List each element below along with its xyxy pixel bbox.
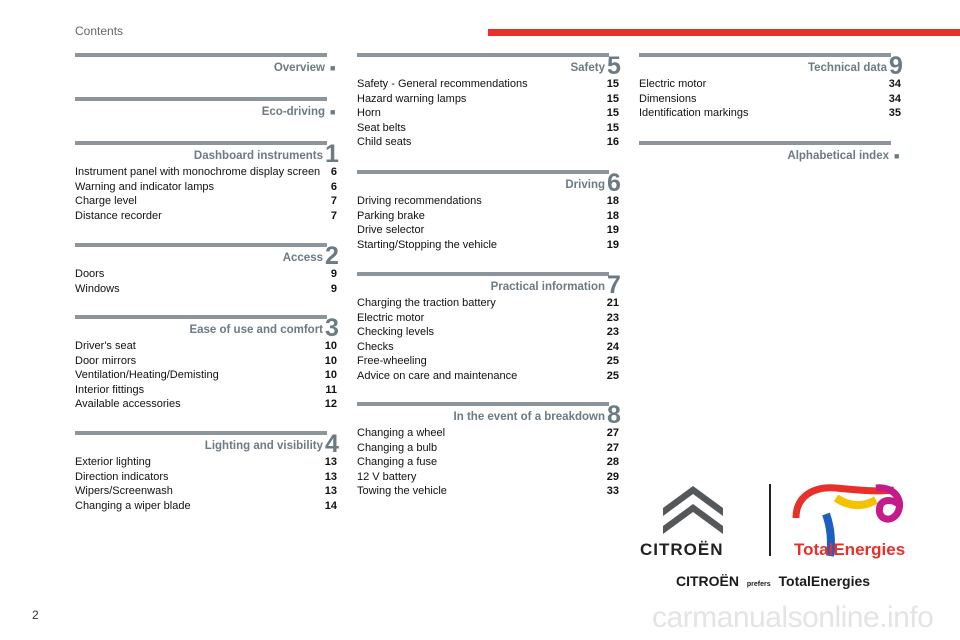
toc-entry-label: Free-wheeling [357,355,427,367]
section-title: Technical data [807,62,887,74]
watermark: carmanualsonline.info [652,601,934,634]
toc-entry[interactable] [357,223,619,238]
toc-entry[interactable] [357,135,619,150]
section-heading [75,140,339,168]
toc-entry[interactable] [357,209,619,224]
toc-entry-page: 16 [606,136,619,148]
toc-entry-label: Changing a fuse [357,456,438,468]
toc-entry-label: Towing the vehicle [357,485,447,497]
toc-entry-label: Charging the traction battery [357,297,496,309]
toc-entry[interactable] [357,194,619,209]
toc-entry-page: 10 [324,354,337,367]
toc-section [357,170,619,252]
toc-entry-label: Driver's seat [75,340,136,352]
section-number: 9 [889,52,903,80]
toc-section [639,141,901,165]
section-title: Ease of use and comfort [189,324,323,336]
toc-entry[interactable] [639,92,901,107]
toc-entry-page: 25 [606,355,619,367]
toc-entry[interactable] [357,121,619,136]
toc-entry-page: 33 [606,485,619,497]
citroen-logo-text: CITROËN [640,540,724,559]
toc-entry[interactable] [75,397,337,412]
toc-section [75,315,337,412]
toc-entry-page: 15 [606,107,619,119]
section-heading [357,52,621,80]
toc-entry[interactable] [75,194,337,209]
toc-entry-label: Parking brake [357,209,425,222]
toc-entry-page: 9 [330,268,337,280]
section-heading [357,271,621,299]
toc-entry[interactable] [357,455,619,470]
toc-entry-label: Changing a bulb [357,441,438,454]
section-number: 3 [325,314,339,342]
toc-entry[interactable] [75,499,337,514]
section-number: 6 [607,169,621,197]
toc-entry[interactable] [75,383,337,398]
toc-entry-page: 13 [324,470,337,483]
page-number: 2 [32,608,39,622]
section-number: 1 [325,140,339,168]
toc-entry-page: 19 [606,238,619,251]
toc-entry[interactable] [75,368,337,383]
toc-entry-label: Warning and indicator lamps [75,180,214,193]
toc-entry-page: 10 [324,340,337,352]
toc-entry-page: 15 [606,78,619,90]
toc-section [357,272,619,383]
toc-entry-page: 11 [325,383,337,396]
tagline-partner: TotalEnergies [778,573,871,589]
toc-entry[interactable] [75,484,337,499]
toc-entry-label: Identification markings [639,107,749,119]
toc-entry[interactable] [357,484,619,499]
toc-entry[interactable] [75,267,337,282]
toc-section [75,53,337,77]
tagline-brand: CITROËN [676,573,739,589]
toc-section [75,97,337,121]
toc-entry-label: Changing a wheel [357,427,446,439]
toc-entry-label: Electric motor [639,78,707,90]
section-number: 7 [607,271,621,299]
section-number: 2 [325,242,339,270]
section-number: 8 [607,401,621,429]
toc-entry-page: 21 [606,297,619,309]
toc-entry-page: 7 [330,195,337,207]
toc-section [357,402,619,499]
toc-entry-label: Changing a wiper blade [75,499,191,512]
toc-entry-page: 7 [330,209,337,222]
section-heading [639,52,903,80]
toc-entry-label: Driving recommendations [357,195,482,207]
section-title: Overview [273,62,325,74]
toc-entry-page: 24 [606,340,619,353]
toc-entry-page: 23 [606,311,619,324]
totalenergies-logo-text: TotalEnergies [794,540,906,559]
toc-entry-label: Horn [357,107,381,119]
toc-entry-label: Safety - General recommendations [357,78,528,90]
section-heading [75,430,339,458]
toc-entry[interactable] [357,92,619,107]
toc-entry-label: Dimensions [639,92,697,105]
toc-entry-page: 25 [606,369,619,382]
toc-entry[interactable] [357,238,619,253]
toc-entry[interactable] [75,470,337,485]
section-heading [75,55,337,77]
section-title: Eco-driving [261,106,325,118]
toc-entry[interactable] [357,369,619,384]
toc-entry-page: 18 [606,209,619,222]
toc-entry-page: 19 [606,224,619,236]
toc-entry-label: Exterior lighting [75,456,151,468]
toc-entry[interactable] [357,426,619,441]
toc-entry-label: Seat belts [357,121,406,134]
toc-entry[interactable] [75,455,337,470]
toc-entry[interactable] [75,165,337,180]
section-heading [357,169,621,197]
toc-section [75,431,337,513]
section-title: In the event of a breakdown [453,411,605,423]
toc-entry-page: 34 [888,78,901,90]
toc-entry-label: Windows [75,282,120,295]
section-title: Practical information [490,281,605,293]
section-heading [357,401,621,429]
toc-entry-label: Interior fittings [75,383,145,396]
toc-entry[interactable] [357,106,619,121]
toc-entry-label: Instrument panel with monochrome display screen [75,166,321,178]
toc-entry[interactable] [357,296,619,311]
toc-entry-page: 29 [606,470,619,483]
toc-entry-page: 6 [330,180,337,193]
toc-entry-page: 23 [606,326,619,338]
section-square-icon: ■ [330,107,336,117]
toc-entry-label: Electric motor [357,311,425,324]
toc-entry-label: Starting/Stopping the vehicle [357,238,498,251]
toc-entry-label: Wipers/Screenwash [75,485,173,497]
toc-entry-page: 27 [606,441,619,454]
section-square-icon: ■ [330,63,336,73]
tagline-prefers: prefers [746,581,771,588]
toc-entry-page: 13 [324,485,337,497]
header-accent-bar [488,29,960,36]
toc-entry-page: 6 [330,166,337,178]
toc-entry-label: Door mirrors [75,354,137,367]
toc-entry[interactable] [357,354,619,369]
toc-entry-label: Distance recorder [75,209,162,222]
section-title: Lighting and visibility [204,440,323,452]
toc-entry[interactable] [75,354,337,369]
page-header-title: Contents [75,24,124,38]
toc-entry-label: Child seats [357,136,412,148]
toc-entry-page: 18 [606,195,619,207]
section-number: 4 [325,430,339,458]
toc-entry-page: 15 [606,121,619,134]
toc-entry-page: 10 [324,369,337,381]
toc-entry-page: 34 [888,92,901,105]
toc-entry[interactable] [357,325,619,340]
toc-entry-label: Doors [75,268,105,280]
toc-entry-label: Checking levels [357,326,435,338]
toc-entry-page: 14 [324,499,337,512]
section-title: Alphabetical index [787,150,889,162]
toc-entry-page: 13 [324,456,337,468]
section-heading [639,143,901,165]
section-number: 5 [607,52,621,80]
toc-entry-page: 28 [606,456,619,468]
toc-entry-label: Hazard warning lamps [357,92,467,105]
section-heading [75,99,337,121]
toc-entry-page: 27 [606,427,619,439]
section-heading [75,314,339,342]
section-title: Access [282,252,323,264]
toc-entry-label: Advice on care and maintenance [357,369,518,382]
toc-entry[interactable] [639,77,901,92]
toc-entry-label: 12 V battery [357,470,417,483]
toc-entry[interactable] [357,441,619,456]
toc-entry-label: Available accessories [75,398,181,410]
toc-entry-page: 12 [324,398,337,410]
toc-entry-label: Checks [357,340,394,353]
toc-entry[interactable] [357,340,619,355]
toc-entry[interactable] [75,180,337,195]
toc-entry-label: Direction indicators [75,470,169,483]
toc-entry-page: 15 [606,92,619,105]
toc-entry[interactable] [75,282,337,297]
toc-entry-page: 9 [330,282,337,295]
toc-entry[interactable] [639,106,901,121]
toc-section [75,141,337,223]
toc-entry-label: Charge level [75,195,137,207]
toc-entry[interactable] [357,311,619,326]
toc-section [75,243,337,296]
toc-entry-label: Ventilation/Heating/Demisting [75,369,219,381]
toc-section [639,53,901,121]
toc-section [357,53,619,150]
toc-entry[interactable] [75,339,337,354]
toc-entry[interactable] [357,77,619,92]
toc-entry-label: Drive selector [357,224,425,236]
section-title: Driving [565,179,605,191]
section-heading [75,242,339,270]
toc-entry[interactable] [357,470,619,485]
brand-tagline [676,573,870,589]
toc-entry[interactable] [75,209,337,224]
section-title: Safety [570,62,605,74]
toc-entry-page: 35 [888,107,901,119]
section-square-icon: ■ [894,151,900,161]
section-title: Dashboard instruments [193,150,323,162]
